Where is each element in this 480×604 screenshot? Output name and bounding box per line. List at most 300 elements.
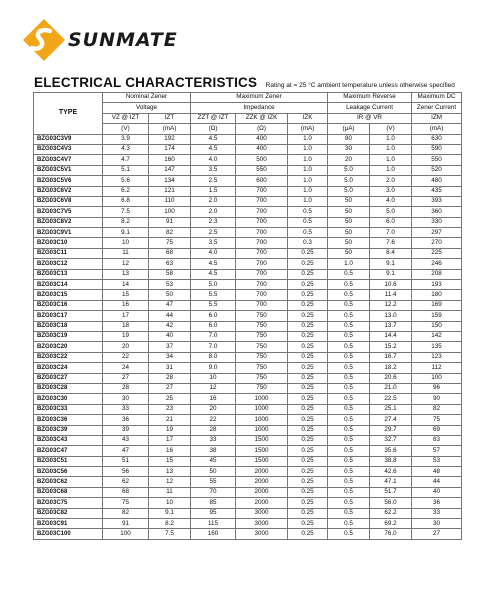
cell-izm: 57: [412, 446, 462, 456]
cell-vz: 9.1: [103, 228, 149, 238]
cell-zzt: 12: [191, 383, 236, 393]
cell-izk: 1.0: [288, 186, 328, 196]
cell-izk: 0.25: [288, 311, 328, 321]
cell-type: BZG03C8V2: [34, 217, 103, 227]
cell-ir: 0.5: [328, 435, 370, 445]
cell-ir: 50: [328, 196, 370, 206]
cell-type: BZG03C100: [34, 529, 103, 539]
cell-ir: 5.0: [328, 186, 370, 196]
table-row: [34, 155, 462, 165]
cell-izt: 23: [149, 404, 191, 414]
cell-izk: 0.25: [288, 425, 328, 435]
cell-type: BZG03C13: [34, 269, 103, 279]
cell-zzt: 22: [191, 415, 236, 425]
cell-zzt: 5.0: [191, 280, 236, 290]
cell-zzt: 4.5: [191, 259, 236, 269]
table-row: [34, 435, 462, 445]
cell-zzk: 700: [236, 238, 288, 248]
cell-vr: 29.7: [370, 425, 412, 435]
cell-izt: 53: [149, 280, 191, 290]
symbol-izk: IZK: [288, 113, 328, 123]
cell-zzk: 3000: [236, 508, 288, 518]
cell-izk: 0.25: [288, 404, 328, 414]
cell-izt: 44: [149, 311, 191, 321]
cell-vr: 6.0: [370, 217, 412, 227]
cell-ir: 50: [328, 207, 370, 217]
cell-zzt: 3.5: [191, 165, 236, 175]
cell-zzk: 700: [236, 217, 288, 227]
cell-type: BZG03C62: [34, 477, 103, 487]
cell-zzt: 50: [191, 467, 236, 477]
cell-ir: 50: [328, 217, 370, 227]
cell-izt: 192: [149, 134, 191, 144]
cell-type: BZG03C28: [34, 383, 103, 393]
table-row: [34, 446, 462, 456]
cell-izt: 63: [149, 259, 191, 269]
cell-izk: 1.0: [288, 176, 328, 186]
header-nominal-zener-2: Voltage: [103, 103, 191, 113]
cell-vr: 15.2: [370, 342, 412, 352]
table-row: [34, 280, 462, 290]
cell-izm: 180: [412, 290, 462, 300]
cell-vr: 76.0: [370, 529, 412, 539]
table-row: [34, 300, 462, 310]
cell-izt: 8.2: [149, 519, 191, 529]
cell-vz: 4.7: [103, 155, 149, 165]
cell-izk: 0.25: [288, 519, 328, 529]
cell-vr: 10.6: [370, 280, 412, 290]
cell-zzt: 45: [191, 456, 236, 466]
cell-izt: 58: [149, 269, 191, 279]
cell-izk: 0.25: [288, 373, 328, 383]
table-row: [34, 196, 462, 206]
cell-vz: 75: [103, 498, 149, 508]
unit-izm: (mA): [412, 124, 462, 134]
cell-ir: 20: [328, 155, 370, 165]
cell-izt: 21: [149, 415, 191, 425]
cell-vr: 16.7: [370, 352, 412, 362]
cell-vz: 16: [103, 300, 149, 310]
table-row: [34, 217, 462, 227]
cell-izm: 100: [412, 373, 462, 383]
cell-izm: 36: [412, 498, 462, 508]
heading-note: Rating at = 25 °C ambient temperature unless otherwise specified: [265, 82, 455, 89]
table-row: [34, 342, 462, 352]
table-row: [34, 383, 462, 393]
cell-zzk: 1000: [236, 425, 288, 435]
cell-vz: 8.2: [103, 217, 149, 227]
cell-zzk: 700: [236, 196, 288, 206]
cell-izk: 0.25: [288, 498, 328, 508]
table-row: [34, 508, 462, 518]
cell-izk: 0.25: [288, 321, 328, 331]
cell-izt: 12: [149, 477, 191, 487]
cell-ir: 0.5: [328, 415, 370, 425]
cell-zzk: 700: [236, 207, 288, 217]
cell-izm: 246: [412, 259, 462, 269]
cell-izt: 75: [149, 238, 191, 248]
cell-izm: 630: [412, 134, 462, 144]
cell-vz: 3.9: [103, 134, 149, 144]
cell-zzk: 1500: [236, 456, 288, 466]
cell-izm: 159: [412, 311, 462, 321]
cell-type: BZG03C5V1: [34, 165, 103, 175]
header-nominal-zener-1: Nominal Zener: [103, 93, 191, 103]
cell-izt: 17: [149, 435, 191, 445]
table-row: [34, 165, 462, 175]
cell-vz: 36: [103, 415, 149, 425]
cell-zzt: 3.5: [191, 238, 236, 248]
cell-zzt: 55: [191, 477, 236, 487]
cell-type: BZG03C19: [34, 331, 103, 341]
cell-zzk: 700: [236, 290, 288, 300]
cell-zzk: 700: [236, 186, 288, 196]
cell-vz: 6.8: [103, 196, 149, 206]
cell-vz: 100: [103, 529, 149, 539]
cell-ir: 30: [328, 144, 370, 154]
cell-izk: 1.0: [288, 155, 328, 165]
cell-izt: 13: [149, 467, 191, 477]
table-row: [34, 186, 462, 196]
table-row: [34, 331, 462, 341]
cell-zzt: 5.5: [191, 300, 236, 310]
cell-type: BZG03C9V1: [34, 228, 103, 238]
symbol-izt: IZT: [149, 113, 191, 123]
cell-izk: 0.25: [288, 467, 328, 477]
cell-izm: 27: [412, 529, 462, 539]
table-header: [34, 93, 462, 135]
cell-izk: 0.25: [288, 415, 328, 425]
cell-type: BZG03C36: [34, 415, 103, 425]
cell-izk: 0.25: [288, 477, 328, 487]
cell-ir: 5.0: [328, 176, 370, 186]
cell-izt: 9.1: [149, 508, 191, 518]
cell-zzt: 2.5: [191, 228, 236, 238]
cell-type: BZG03C4V3: [34, 144, 103, 154]
cell-zzk: 400: [236, 144, 288, 154]
table-row: [34, 352, 462, 362]
table-row: [34, 529, 462, 539]
cell-ir: 50: [328, 248, 370, 258]
cell-vz: 6.2: [103, 186, 149, 196]
electrical-characteristics-table: [33, 92, 462, 540]
cell-type: BZG03C68: [34, 487, 103, 497]
cell-vz: 33: [103, 404, 149, 414]
cell-vr: 12.2: [370, 300, 412, 310]
cell-izk: 0.25: [288, 363, 328, 373]
cell-izm: 435: [412, 186, 462, 196]
cell-type: BZG03C4V7: [34, 155, 103, 165]
cell-vr: 56.0: [370, 498, 412, 508]
cell-vr: 20.6: [370, 373, 412, 383]
cell-ir: 0.5: [328, 529, 370, 539]
table-row: [34, 259, 462, 269]
cell-ir: 0.5: [328, 331, 370, 341]
table-body: [34, 134, 462, 539]
cell-vr: 1.0: [370, 155, 412, 165]
cell-ir: 0.5: [328, 404, 370, 414]
cell-vr: 4.0: [370, 196, 412, 206]
cell-vz: 17: [103, 311, 149, 321]
cell-zzk: 2000: [236, 467, 288, 477]
cell-izk: 0.25: [288, 456, 328, 466]
cell-zzt: 8.0: [191, 352, 236, 362]
cell-vz: 56: [103, 467, 149, 477]
cell-zzt: 16: [191, 394, 236, 404]
cell-type: BZG03C11: [34, 248, 103, 258]
cell-zzk: 750: [236, 331, 288, 341]
cell-zzk: 700: [236, 280, 288, 290]
cell-zzt: 85: [191, 498, 236, 508]
cell-vr: 13.0: [370, 311, 412, 321]
cell-izt: 160: [149, 155, 191, 165]
cell-izk: 0.25: [288, 508, 328, 518]
cell-izm: 63: [412, 435, 462, 445]
symbol-vz: VZ @ IZT: [103, 113, 149, 123]
cell-ir: 0.5: [328, 508, 370, 518]
cell-type: BZG03C43: [34, 435, 103, 445]
cell-type: BZG03C56: [34, 467, 103, 477]
cell-zzt: 1.5: [191, 186, 236, 196]
cell-izt: 121: [149, 186, 191, 196]
cell-zzk: 750: [236, 342, 288, 352]
cell-izk: 0.25: [288, 290, 328, 300]
cell-vr: 62.2: [370, 508, 412, 518]
cell-izm: 208: [412, 269, 462, 279]
cell-ir: 0.5: [328, 519, 370, 529]
cell-ir: 50: [328, 238, 370, 248]
sunmate-logo-icon: [22, 18, 66, 62]
cell-izt: 10: [149, 498, 191, 508]
cell-zzt: 2.3: [191, 217, 236, 227]
cell-izk: 0.5: [288, 207, 328, 217]
cell-izm: 330: [412, 217, 462, 227]
cell-ir: 0.5: [328, 352, 370, 362]
cell-vz: 5.1: [103, 165, 149, 175]
cell-zzk: 1500: [236, 446, 288, 456]
cell-vz: 14: [103, 280, 149, 290]
unit-zzk: (Ω): [236, 124, 288, 134]
cell-izk: 0.5: [288, 217, 328, 227]
cell-izm: 48: [412, 467, 462, 477]
table-row: [34, 373, 462, 383]
cell-izm: 393: [412, 196, 462, 206]
cell-izm: 90: [412, 394, 462, 404]
cell-vr: 11.4: [370, 290, 412, 300]
cell-zzk: 2000: [236, 477, 288, 487]
cell-zzt: 95: [191, 508, 236, 518]
cell-izt: 100: [149, 207, 191, 217]
cell-type: BZG03C75: [34, 498, 103, 508]
symbol-ir-vr: IR @ VR: [328, 113, 412, 123]
cell-zzt: 160: [191, 529, 236, 539]
cell-zzt: 38: [191, 446, 236, 456]
cell-zzk: 500: [236, 155, 288, 165]
cell-izm: 123: [412, 352, 462, 362]
cell-izk: 0.25: [288, 529, 328, 539]
cell-ir: 0.5: [328, 477, 370, 487]
cell-type: BZG03C16: [34, 300, 103, 310]
cell-zzk: 3000: [236, 529, 288, 539]
cell-zzk: 750: [236, 311, 288, 321]
cell-izk: 0.25: [288, 300, 328, 310]
cell-zzk: 600: [236, 176, 288, 186]
cell-izk: 0.5: [288, 228, 328, 238]
cell-type: BZG03C22: [34, 352, 103, 362]
table-row: [34, 425, 462, 435]
cell-ir: 0.5: [328, 373, 370, 383]
header-max-reverse-2: Leakage Current: [328, 103, 412, 113]
table-row: [34, 207, 462, 217]
cell-vz: 68: [103, 487, 149, 497]
cell-zzt: 6.0: [191, 321, 236, 331]
cell-vz: 10: [103, 238, 149, 248]
cell-type: BZG03C10: [34, 238, 103, 248]
cell-zzk: 700: [236, 248, 288, 258]
cell-izt: 19: [149, 425, 191, 435]
cell-type: BZG03C82: [34, 508, 103, 518]
cell-zzt: 5.5: [191, 290, 236, 300]
cell-zzk: 2000: [236, 498, 288, 508]
cell-izm: 69: [412, 425, 462, 435]
cell-ir: 80: [328, 134, 370, 144]
cell-vr: 3.0: [370, 186, 412, 196]
cell-izt: 15: [149, 456, 191, 466]
table-row: [34, 467, 462, 477]
cell-vr: 1.0: [370, 134, 412, 144]
cell-izk: 0.25: [288, 435, 328, 445]
cell-zzt: 4.0: [191, 248, 236, 258]
cell-vz: 30: [103, 394, 149, 404]
cell-izk: 0.25: [288, 280, 328, 290]
cell-izk: 0.3: [288, 238, 328, 248]
cell-vr: 38.8: [370, 456, 412, 466]
cell-izm: 142: [412, 331, 462, 341]
cell-vz: 18: [103, 321, 149, 331]
cell-izt: 50: [149, 290, 191, 300]
cell-ir: 0.5: [328, 280, 370, 290]
cell-type: BZG03C47: [34, 446, 103, 456]
header-max-zener-impedance-2: Impedance: [191, 103, 328, 113]
cell-type: BZG03C27: [34, 373, 103, 383]
cell-zzt: 33: [191, 435, 236, 445]
cell-ir: 0.5: [328, 487, 370, 497]
cell-ir: 0.5: [328, 383, 370, 393]
cell-type: BZG03C15: [34, 290, 103, 300]
symbol-zzt: ZZT @ IZT: [191, 113, 236, 123]
cell-ir: 0.5: [328, 290, 370, 300]
cell-izt: 134: [149, 176, 191, 186]
table-row: [34, 228, 462, 238]
cell-zzt: 2.5: [191, 176, 236, 186]
cell-vr: 22.5: [370, 394, 412, 404]
cell-vz: 24: [103, 363, 149, 373]
cell-vr: 2.0: [370, 176, 412, 186]
cell-izk: 0.25: [288, 269, 328, 279]
cell-izm: 150: [412, 321, 462, 331]
cell-ir: 0.5: [328, 446, 370, 456]
table-row: [34, 321, 462, 331]
cell-vz: 12: [103, 259, 149, 269]
cell-izm: 53: [412, 456, 462, 466]
cell-vz: 39: [103, 425, 149, 435]
cell-izm: 169: [412, 300, 462, 310]
cell-izm: 112: [412, 363, 462, 373]
cell-izt: 174: [149, 144, 191, 154]
cell-vr: 9.1: [370, 269, 412, 279]
cell-izt: 147: [149, 165, 191, 175]
heading-title: ELECTRICAL CHARACTERISTICS: [34, 75, 258, 90]
cell-vr: 8.4: [370, 248, 412, 258]
cell-izm: 550: [412, 155, 462, 165]
cell-izm: 44: [412, 477, 462, 487]
cell-vr: 7.6: [370, 238, 412, 248]
table-row: [34, 290, 462, 300]
cell-zzk: 750: [236, 321, 288, 331]
cell-izm: 360: [412, 207, 462, 217]
unit-ir: (μA): [328, 124, 370, 134]
cell-zzt: 20: [191, 404, 236, 414]
table-row: [34, 456, 462, 466]
table-row: [34, 134, 462, 144]
header-type: TYPE: [34, 93, 103, 135]
cell-zzk: 750: [236, 383, 288, 393]
cell-izt: 11: [149, 487, 191, 497]
table-row: [34, 238, 462, 248]
cell-ir: 0.5: [328, 342, 370, 352]
table-row: [34, 519, 462, 529]
table-row: [34, 311, 462, 321]
table-row: [34, 394, 462, 404]
cell-izt: 82: [149, 228, 191, 238]
table-row: [34, 144, 462, 154]
cell-izm: 30: [412, 519, 462, 529]
header-max-reverse-1: Maximum Reverse: [328, 93, 412, 103]
cell-izt: 7.5: [149, 529, 191, 539]
unit-zzt: (Ω): [191, 124, 236, 134]
cell-type: BZG03C12: [34, 259, 103, 269]
unit-izk: (mA): [288, 124, 328, 134]
cell-type: BZG03C7V5: [34, 207, 103, 217]
header-max-dc-2: Zener Current: [412, 103, 462, 113]
table-row: [34, 176, 462, 186]
cell-izt: 28: [149, 373, 191, 383]
cell-zzt: 115: [191, 519, 236, 529]
unit-izt: (mA): [149, 124, 191, 134]
cell-zzk: 750: [236, 363, 288, 373]
cell-izm: 75: [412, 415, 462, 425]
cell-izm: 590: [412, 144, 462, 154]
cell-izk: 1.0: [288, 196, 328, 206]
cell-izk: 1.0: [288, 134, 328, 144]
cell-vz: 5.6: [103, 176, 149, 186]
unit-vz: (V): [103, 124, 149, 134]
cell-izk: 0.25: [288, 383, 328, 393]
cell-vr: 1.0: [370, 165, 412, 175]
cell-ir: 1.0: [328, 259, 370, 269]
cell-vz: 43: [103, 435, 149, 445]
cell-izt: 40: [149, 331, 191, 341]
cell-vr: 13.7: [370, 321, 412, 331]
table-row: [34, 487, 462, 497]
cell-zzk: 400: [236, 134, 288, 144]
cell-ir: 0.5: [328, 269, 370, 279]
cell-zzk: 1500: [236, 435, 288, 445]
cell-vz: 82: [103, 508, 149, 518]
cell-zzk: 550: [236, 165, 288, 175]
cell-type: BZG03C24: [34, 363, 103, 373]
cell-zzt: 70: [191, 487, 236, 497]
